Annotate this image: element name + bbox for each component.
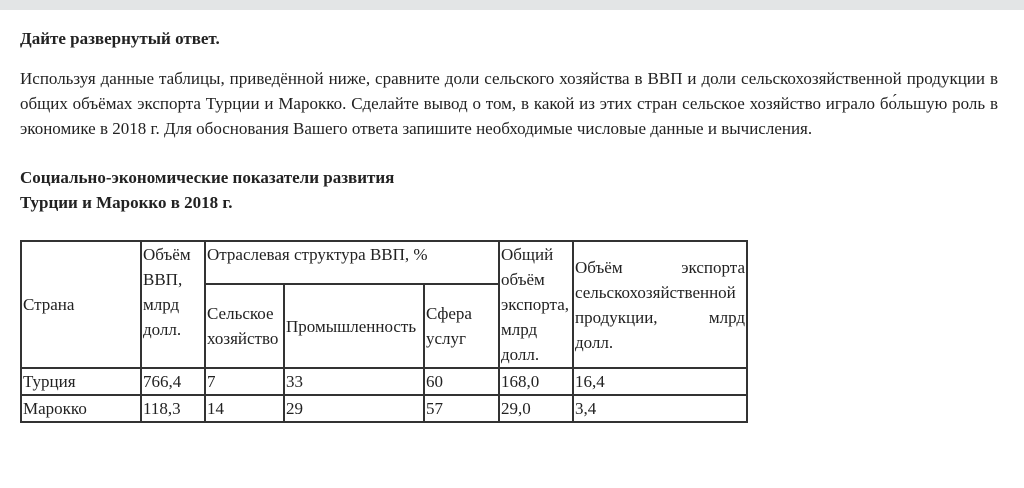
table-header-row-1 (21, 241, 747, 284)
cell-agriculture: 14 (205, 395, 284, 422)
header-industry: Промышленность (284, 284, 424, 368)
cell-services: 60 (424, 368, 499, 395)
task-text: Используя данные таблицы, приведённой ниже, сравните доли сельского хозяйства в ВВП и доли сельскохозяйственной продукции в общих объёмах экспорта Турции и Марокко. Сделайте вывод о том, в какой из этих стран сельское хозяйство играло бо́льшую роль в экономике в 2018 г. Для обоснования Вашего ответа запишите необходимые числовые данные и вычисления. (20, 69, 998, 138)
cell-agri-export: 16,4 (573, 368, 747, 395)
cell-services: 57 (424, 395, 499, 422)
header-agri-export (573, 241, 747, 368)
cell-gdp: 118,3 (141, 395, 205, 422)
cell-agri-export: 3,4 (573, 395, 747, 422)
cell-total-export: 168,0 (499, 368, 573, 395)
header-country: Страна (21, 241, 141, 368)
top-bar (0, 0, 1024, 10)
cell-total-export: 29,0 (499, 395, 573, 422)
header-gdp: Объём ВВП, млрд долл. (141, 241, 205, 368)
table-title-line-2: Турции и Марокко в 2018 г. (20, 193, 233, 212)
table-title (20, 165, 998, 215)
indicators-table (20, 240, 748, 423)
cell-industry: 29 (284, 395, 424, 422)
task-content (0, 27, 1024, 423)
task-heading: Дайте развернутый ответ. (20, 29, 220, 48)
table-title-line-1: Социально-экономические показатели развития (20, 168, 395, 187)
header-agriculture: Сельское хозяйство (205, 284, 284, 368)
cell-gdp: 766,4 (141, 368, 205, 395)
cell-industry: 33 (284, 368, 424, 395)
header-agri-export-main: Объём экспорта сельскохозяйственной продукции, млрд (575, 257, 745, 327)
cell-agriculture: 7 (205, 368, 284, 395)
header-agri-export-tail: долл. (575, 332, 614, 352)
header-gdp-structure: Отраслевая структура ВВП, % (205, 241, 499, 284)
header-total-export: Общий объём экспорта, млрд долл. (499, 241, 573, 368)
cell-country: Турция (21, 368, 141, 395)
header-services: Сфера услуг (424, 284, 499, 368)
table-row-morocco (21, 395, 747, 422)
table-row-turkey (21, 368, 747, 395)
cell-country: Марокко (21, 395, 141, 422)
